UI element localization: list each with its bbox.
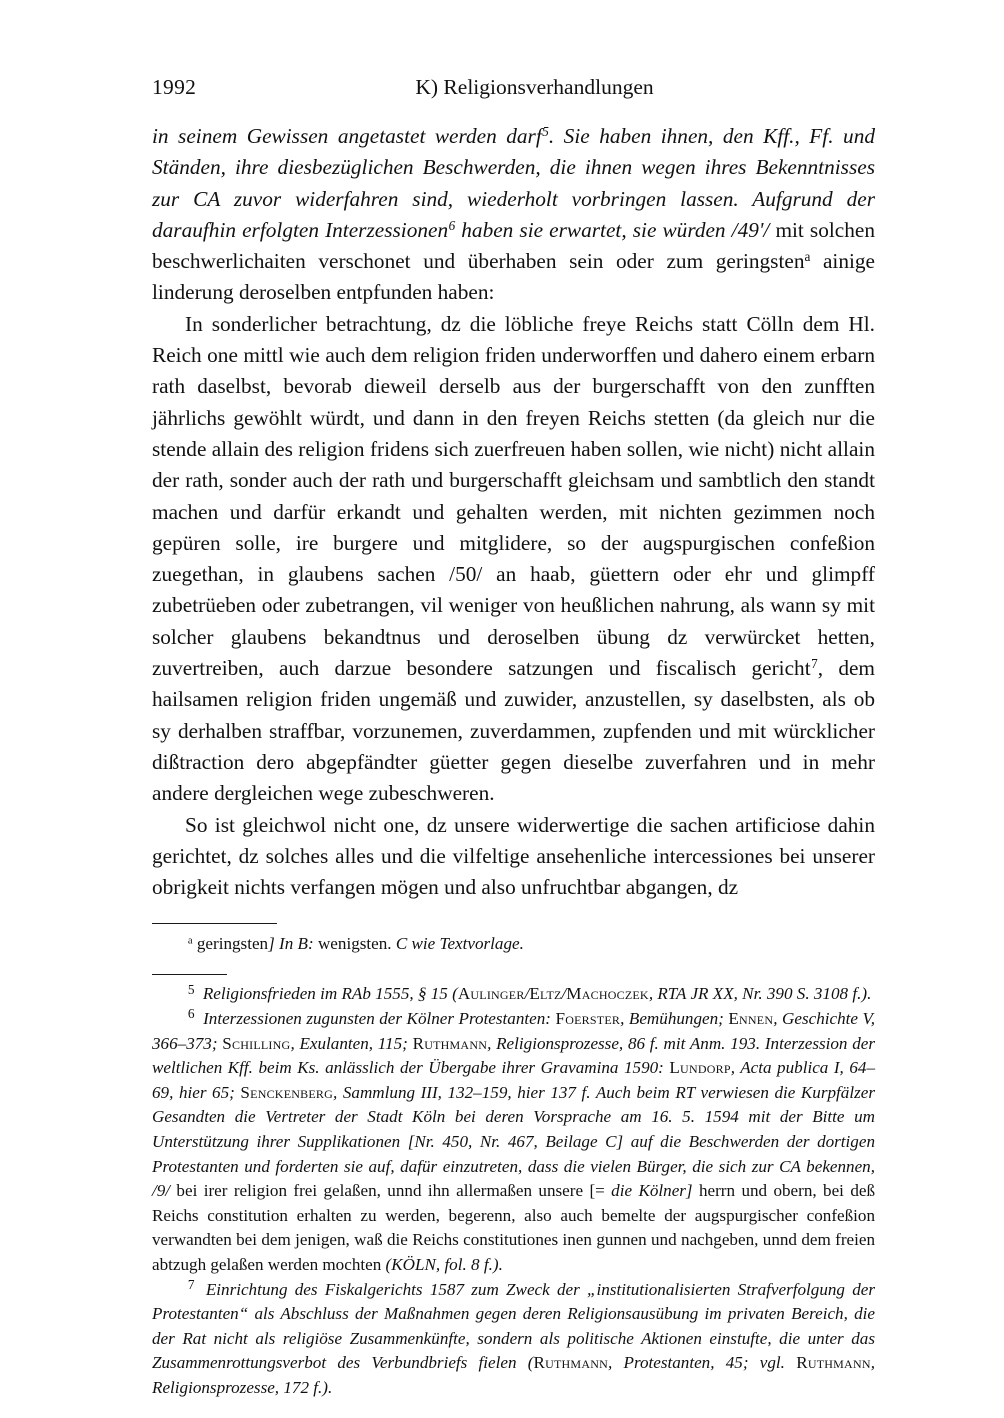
- footnote-text-italic: , Religionsprozesse, 172 f.).: [152, 1353, 875, 1397]
- footnote-text-italic: , Geschichte V, 366–373;: [152, 1009, 875, 1053]
- footnote-text-italic: /: [561, 984, 567, 1004]
- footnote-text-italic: Einrichtung des Fiskalgerichts 1587 zum Zweck der „institutionalisierten Strafverfolgung der Protestanten“ als Abschluss der Maßnahmen gegen deren Religionsausübung im privaten Bereich, die der Rat nicht als religiöse Zusammenkünfte, sondern als politische Aktionen einstufte, die unter das Zusammenrottungsverbot des Verbundbriefs fielen (: [152, 1279, 875, 1373]
- footnote-6: [152, 1007, 875, 1278]
- footnote-text-roman: herrn und obern, bei deß Reichs constitution erhalten zu werden, begerenn, also auch bemelte der augspurgischer confeßion verwandten bei dem jenigen, waß die Reichs constitutiones inen gunnen und nachgeben, unnd dem freien abtzugh gelaßen werden mochten: [152, 1181, 876, 1274]
- footnote-number: 5: [187, 981, 195, 997]
- footnote-author-name: Senckenberg: [240, 1082, 334, 1102]
- page-content: [152, 72, 875, 1401]
- p1-italic-2: . Sie haben ihnen, den Kff., Ff. und Ständen, ihre diesbezüglichen Beschwerden, die ihnen wegen ihres Bekenntnisses zur CA zuvor widerfahren sind, wiederholt vorbringen lassen. Aufgrund der daraufhin erfolgten Interzessionen: [152, 124, 875, 242]
- paragraph-3: [152, 810, 875, 904]
- footnote-text-italic: Interzessionen zugunsten der Kölner Protestanten:: [198, 1009, 556, 1029]
- apparatus-note: [152, 931, 875, 956]
- footnote-text-roman: bei irer religion frei gelaßen, unnd ihn allermaßen unsere: [170, 1181, 590, 1201]
- apparatus-source: In B:: [279, 934, 314, 954]
- footnote-text-italic: , Exulanten, 115;: [290, 1033, 413, 1053]
- footnote-author-name: Ruthmann: [796, 1353, 871, 1373]
- p2-text-before: In sonderlicher betrachtung, dz die löbliche freye Reichs statt Cölln dem Hl. Reich one mittl wie auch dem religion friden underworffen und dahero einem erbarn rath daselbst, bevorab dieweil derselb aus der burgerschafft von den zunfften jährlichs gewöhlt würdt, und dann in den freyen Reichs stetten (da gleich nur die stende allain des religion fridens sich zuerfreuen haben sollen, wie nicht) nicht allain der rath, sonder auch der rath und burgerschafft gleichsam und sambtlich den standt machen und darfür erkandt und gehalten werden, mit nichten gezimmen noch gepüren solle, ire burgere und mitglidere, so der augspurgischen confeßion zuegethan, in glaubens sachen /50/ an haab, güettern oder ehr und glimpff zubetrüeben oder zubetrangen, vil weniger von heußlichen nahrung, als wann sy mit solcher glaubens bekandtnus und deroselben übung dz verwürcket hetten, zuvertreiben, auch darzue besondere satzungen und fiscalisch gericht: [152, 311, 875, 681]
- p1-italic-3: haben sie erwartet, sie würden /49'/: [455, 217, 770, 242]
- p2-text-after: , dem hailsamen religion friden ungemäß und zuwider, anzustellen, sy daselbsten, als ob sy derhalben straffbar, vorzunemen, zuverdammen, zupfenden und mit würcklicher dißtraction dero abgepfändter güetter gegen dieselbe zuverfahren und in mehr andere dergleichen wege zubeschweren.: [152, 656, 875, 806]
- footnote-5: [152, 982, 875, 1007]
- apparatus-block: [152, 923, 875, 956]
- footnote-marker-7: 7: [811, 656, 818, 672]
- footnote-author-name: Foerster: [555, 1009, 621, 1029]
- footnote-text-italic: , Sammlung III, 132–159, hier 137 f. Auch beim RT verwiesen die Kurpfälzer Gesandten die Vertreter der Stadt Köln bei deren Vorsprache am 16. 5. 1594 mit der Bitte um Unterstützung ihrer Supplikationen [Nr. 450, Nr. 467, Beilage C] auf die Beschwerden der dortigen Protestanten und forderten sie auf, dafür einzutreten, dass die vielen Bürger, die sich zur CA bekennen, /9/: [152, 1082, 875, 1201]
- footnote-separator-rule: [152, 974, 227, 975]
- footnote-author-name: Ruthmann: [412, 1033, 488, 1053]
- footnote-author-name: Ennen: [728, 1009, 774, 1029]
- footnote-text-italic: (: [385, 1254, 392, 1274]
- apparatus-variant: wenigsten.: [313, 934, 396, 954]
- footnote-source-siglum: KÖLN: [391, 1254, 436, 1274]
- footnote-text-italic: , Acta publica I, 64–69, hier 65;: [152, 1058, 875, 1102]
- footnote-text-italic: die Kölner]: [611, 1181, 693, 1201]
- footnote-text-italic: , fol. 8 f.).: [435, 1254, 503, 1274]
- footnote-text-italic: Religionsfrieden im RAb 1555, § 15 (: [198, 984, 458, 1004]
- apparatus-bracket: ]: [268, 934, 280, 954]
- p1-roman-1: mit solchen beschwerlichaiten verschonet und überhaben sein oder zum geringsten: [152, 217, 875, 274]
- apparatus-note-marker: a: [187, 935, 193, 947]
- footnote-list: [152, 982, 875, 1400]
- footnote-marker-6: 6: [448, 218, 456, 234]
- p1-italic-1: in seinem Gewissen angetastet werden darf: [152, 124, 542, 148]
- footnote-text-italic: , Protestanten, 45; vgl.: [607, 1353, 797, 1373]
- running-head-title: K) Religionsverhandlungen: [415, 75, 654, 99]
- footnote-author-name: Eltz: [529, 984, 562, 1004]
- footnote-author-name: Aulinger: [457, 984, 525, 1004]
- apparatus-separator-rule: [152, 923, 277, 924]
- footnote-text-italic: /: [524, 984, 530, 1004]
- footnote-text-italic: , Bemühungen;: [620, 1009, 729, 1029]
- p3-text: So ist gleichwol nicht one, dz unsere widerwertige die sachen artificiose dahin gerichtet, dz solches alles und die vilfeltige ansehenliche intercessiones bei unserer obrigkeit nichts verfangen mögen und also unfruchtbar abgangen, dz: [152, 812, 875, 900]
- footnote-number: 6: [187, 1006, 195, 1022]
- footnote-marker-5: 5: [542, 124, 549, 140]
- apparatus-marker-a: a: [804, 249, 811, 265]
- apparatus-lemma: geringsten: [192, 934, 269, 954]
- paragraph-2: [152, 309, 875, 810]
- running-head: [152, 72, 875, 102]
- p1-roman-2: ainige linderung deroselben entpfunden haben:: [152, 249, 875, 305]
- footnote-author-name: Schilling: [222, 1033, 291, 1053]
- footnote-text-italic: , RTA JR XX, Nr. 390 S. 3108 f.).: [648, 984, 872, 1004]
- body-text: [152, 121, 875, 903]
- footnote-7: [152, 1278, 875, 1401]
- footnote-text-italic: , Religionsprozesse, 86 f. mit Anm. 193. Interzession der weltlichen Kff. beim Ks. anlässlich der Übergabe ihrer Gravamina 1590:: [152, 1033, 876, 1078]
- footnote-author-name: Lundorp: [669, 1058, 731, 1078]
- apparatus-tail: C wie Textvorlage.: [395, 934, 524, 954]
- footnote-text-roman: [=: [589, 1181, 612, 1201]
- footnote-number: 7: [187, 1276, 195, 1292]
- footnote-author-name: Ruthmann: [533, 1353, 608, 1373]
- page-number: 1992: [152, 75, 197, 99]
- footnote-author-name: Machoczek: [566, 984, 649, 1004]
- paragraph-1: [152, 121, 875, 309]
- footnotes-block: [152, 974, 875, 1400]
